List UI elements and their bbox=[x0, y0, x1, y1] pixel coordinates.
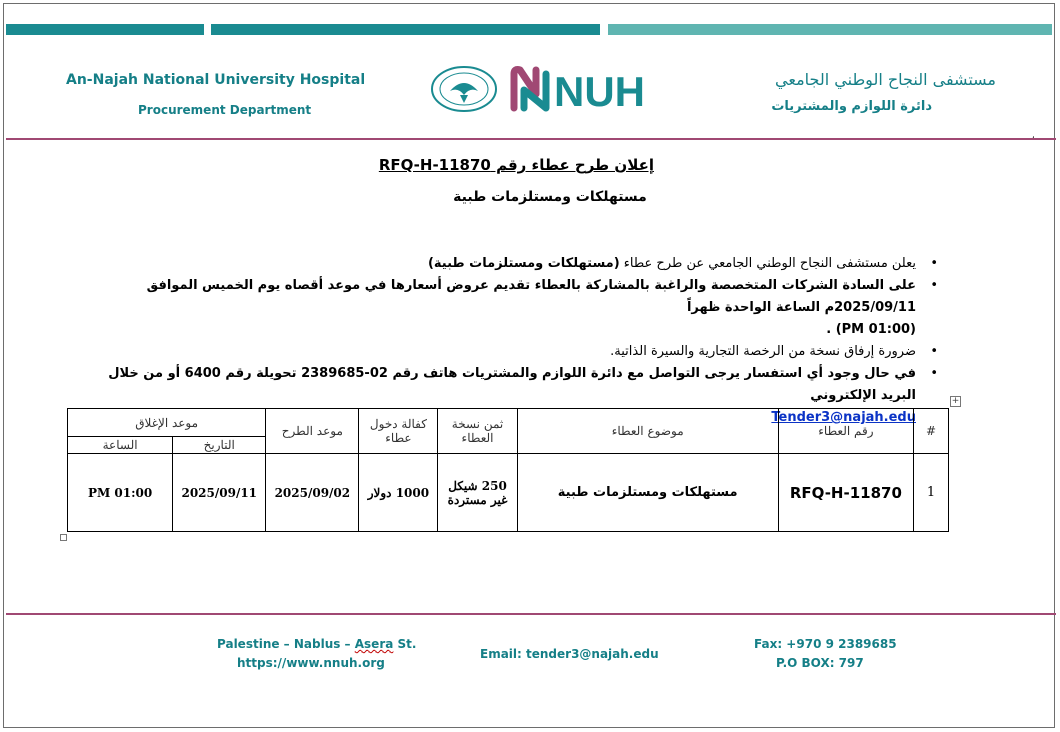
footer-website[interactable]: https://www.nnuh.org bbox=[237, 656, 385, 670]
footer-address-street: Asera bbox=[354, 637, 394, 651]
copy-price-note: غير مستردة bbox=[447, 492, 508, 507]
page-mark: ، bbox=[1032, 131, 1035, 140]
department-arabic: دائرة اللوازم والمشتريات bbox=[771, 99, 932, 114]
header-closing: موعد الإغلاق bbox=[68, 409, 266, 437]
footer-fax: Fax: +970 9 2389685 bbox=[754, 637, 897, 651]
header-issue-date: موعد الطرح bbox=[266, 409, 359, 454]
footer-address bbox=[217, 637, 416, 651]
row-closing-time: PM 01:00 bbox=[68, 454, 173, 532]
footer-po-box: P.O BOX: 797 bbox=[776, 656, 864, 670]
header-divider bbox=[6, 138, 1056, 140]
bullet-item bbox=[84, 275, 944, 341]
header-bar-right bbox=[608, 24, 1052, 35]
hospital-name-arabic: مستشفى النجاح الوطني الجامعي bbox=[775, 70, 996, 89]
bullet-1-text: يعلن مستشفى النجاح الوطني الجامعي عن طرح عطاء bbox=[619, 256, 916, 271]
header-bond: كفالة دخول عطاء bbox=[359, 409, 438, 454]
bullet-3-text: ضرورة إرفاق نسخة من الرخصة التجارية والسيرة الذاتية. bbox=[610, 344, 916, 359]
bullet-1-subject: (مستهلكات ومستلزمات طبية) bbox=[427, 256, 620, 271]
row-rfq-no: RFQ-H-11870 bbox=[778, 454, 913, 532]
footer-email[interactable]: Email: tender3@najah.edu bbox=[480, 647, 659, 661]
department-english: Procurement Department bbox=[138, 103, 312, 117]
copy-price-amount: 250 شيكل bbox=[448, 478, 507, 493]
header-bar-left bbox=[6, 24, 204, 35]
bullet-item bbox=[84, 341, 944, 363]
tender-table bbox=[67, 408, 949, 532]
header-num: # bbox=[913, 409, 948, 454]
row-num: 1 bbox=[913, 454, 948, 532]
bullet-2-text: على السادة الشركات المتخصصة والراغبة بالمشاركة بالعطاء تقديم عروض أسعارها في موعد أقصاه يوم الخميس الموافق 2025/09/11م الساعة الواحدة ظهراً bbox=[146, 278, 916, 315]
announcement-title: إعلان طرح عطاء رقم RFQ-H-11870 bbox=[378, 156, 654, 174]
nnuh-logo bbox=[510, 64, 662, 112]
header-closing-date: التاريخ bbox=[173, 437, 266, 454]
row-closing-date: 2025/09/11 bbox=[173, 454, 266, 532]
row-copy-price bbox=[438, 454, 517, 532]
row-issue-date: 2025/09/02 bbox=[266, 454, 359, 532]
bullet-4-text: في حال وجود أي استفسار يرجى التواصل مع دائرة اللوازم والمشتريات هاتف رقم 02-2389685 تحويلة رقم 6400 أو من خلال البريد الإلكتروني bbox=[108, 366, 916, 403]
header-rfq-no: رقم العطاء bbox=[778, 409, 913, 454]
announcement-subject: مستهلكات ومستلزمات طبية bbox=[453, 189, 647, 205]
table-move-handle[interactable]: + bbox=[951, 396, 960, 406]
university-seal-icon bbox=[430, 65, 498, 113]
bullet-2-time: (01:00 PM) . bbox=[826, 322, 916, 337]
contact-email-link[interactable]: Tender3@najah.edu bbox=[771, 410, 916, 425]
row-bond: 1000 دولار bbox=[359, 454, 438, 532]
footer-divider bbox=[6, 613, 1056, 615]
footer-address-suffix: St. bbox=[393, 637, 417, 651]
header-copy-price: ثمن نسخة العطاء bbox=[438, 409, 517, 454]
table-row bbox=[68, 454, 949, 532]
table-resize-handle[interactable] bbox=[60, 534, 67, 541]
header-closing-time: الساعة bbox=[68, 437, 173, 454]
row-subject: مستهلكات ومستلزمات طبية bbox=[517, 454, 778, 532]
hospital-name-english: An-Najah National University Hospital bbox=[66, 72, 366, 88]
bullet-item bbox=[84, 253, 944, 275]
header-bar-middle bbox=[211, 24, 600, 35]
announcement-bullets bbox=[84, 253, 944, 429]
svg-text:NUH: NUH bbox=[554, 68, 645, 112]
header-subject: موضوع العطاء bbox=[517, 409, 778, 454]
footer-address-prefix: Palestine – Nablus – bbox=[217, 637, 355, 651]
